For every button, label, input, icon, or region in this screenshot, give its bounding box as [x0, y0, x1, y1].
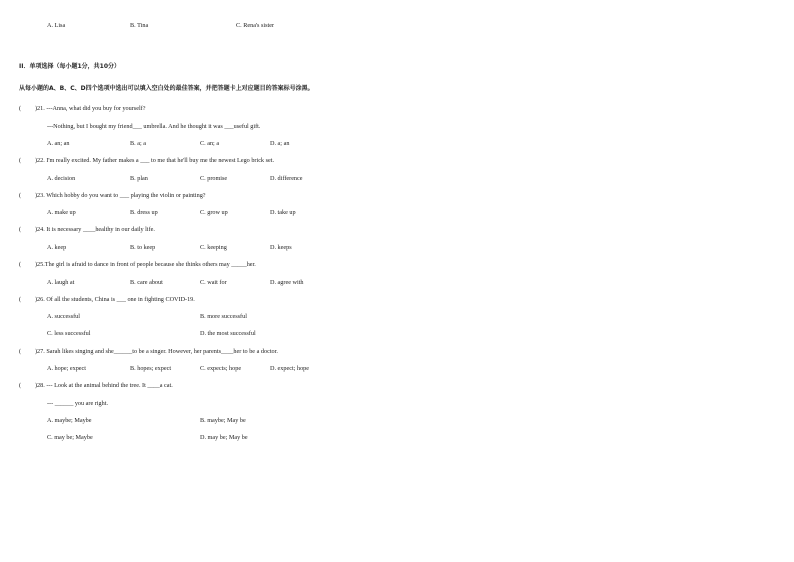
option-b: B. maybe; May be	[200, 417, 246, 424]
answer-paren: (	[19, 261, 22, 268]
option-c: C. keeping	[200, 244, 227, 251]
answer-paren: (	[19, 226, 22, 233]
question-21-options	[0, 138, 794, 150]
question-27-stem: )27. Sarah likes singing and she______to be a singer. However, her parents____her to be a doctor.	[35, 348, 278, 355]
question-26-options-row2	[0, 328, 794, 340]
option-d: D. expect; hope	[270, 365, 310, 372]
option-a: A. an; an	[47, 140, 70, 147]
option-a: A. make up	[47, 209, 76, 216]
section-instruction: 从每小题的A、B、C、D四个选项中选出可以填入空白处的最佳答案，并把答题卡上对应题目的答案标号涂黑。	[19, 85, 314, 92]
option-c: C. wait for	[200, 279, 227, 286]
prev-option-b: B. Tina	[130, 22, 149, 29]
option-a: A. keep	[47, 244, 67, 251]
question-21-stem: )21. ---Anna, what did you buy for yourself?	[35, 105, 146, 112]
prev-option-c: C. Rena's sister	[236, 22, 275, 29]
question-21-sub-row	[0, 121, 794, 133]
option-b: B. hopes; expect	[130, 365, 172, 372]
option-b: B. care about	[130, 279, 163, 286]
question-26-stem: )26. Of all the students, China is ___ one in fighting COVID-19.	[35, 296, 195, 303]
answer-paren: (	[19, 382, 22, 389]
option-d: D. agree with	[270, 279, 304, 286]
section-title: II．单项选择（每小题1分，共10分）	[19, 63, 120, 70]
question-24-stem-row	[0, 224, 794, 236]
option-d: D. the most successful	[200, 330, 256, 337]
question-22-stem: )22. I'm really excited. My father makes a ___ to me that he'll buy me the newest Lego brick set.	[35, 157, 274, 164]
question-24-stem: )24. It is necessary ____healthy in our daily life.	[35, 226, 155, 233]
question-27-options	[0, 363, 794, 375]
answer-paren: (	[19, 192, 22, 199]
option-c: C. less successful	[47, 330, 91, 337]
option-d: D. difference	[270, 175, 303, 182]
question-28-sub: --- ______ you are right.	[47, 400, 108, 407]
option-d: D. may be; May be	[200, 434, 248, 441]
option-b: B. a; a	[130, 140, 146, 147]
option-c: C. grow up	[200, 209, 228, 216]
option-a: A. maybe; Maybe	[47, 417, 92, 424]
question-22-stem-row	[0, 155, 794, 167]
answer-paren: (	[19, 296, 22, 303]
option-c: C. an; a	[200, 140, 220, 147]
question-26-stem-row	[0, 294, 794, 306]
answer-paren: (	[19, 348, 22, 355]
question-28-sub-row	[0, 398, 794, 410]
question-24-options	[0, 242, 794, 254]
section-title-row	[0, 61, 794, 73]
option-c: C. expects; hope	[200, 365, 242, 372]
option-b: B. to keep	[130, 244, 156, 251]
option-a: A. decision	[47, 175, 76, 182]
section-instruction-row	[0, 83, 794, 95]
option-a: A. laugh at	[47, 279, 75, 286]
option-b: B. plan	[130, 175, 148, 182]
option-a: A. hope; expect	[47, 365, 87, 372]
question-25-options	[0, 277, 794, 289]
option-d: D. keeps	[270, 244, 292, 251]
answer-paren: (	[19, 157, 22, 164]
option-d: D. take up	[270, 209, 296, 216]
question-28-options-row2	[0, 432, 794, 444]
question-27-stem-row	[0, 346, 794, 358]
question-25-stem-row	[0, 259, 794, 271]
option-b: B. more successful	[200, 313, 247, 320]
question-23-stem-row	[0, 190, 794, 202]
option-c: C. promise	[200, 175, 228, 182]
option-d: D. a; an	[270, 140, 290, 147]
question-22-options	[0, 173, 794, 185]
question-28-stem: )28. --- Look at the animal behind the tree. It ____a cat.	[35, 382, 173, 389]
option-a: A. successful	[47, 313, 80, 320]
question-23-options	[0, 207, 794, 219]
question-21-sub: ---Nothing, but I bought my friend___ umbrella. And he thought it was ___useful gift.	[47, 123, 261, 130]
question-26-options-row1	[0, 311, 794, 323]
question-25-stem: )25.The girl is afraid to dance in front of people because she thinks others may _____her.	[35, 261, 256, 268]
question-28-options-row1	[0, 415, 794, 427]
question-21-stem-row	[0, 103, 794, 115]
question-28-stem-row	[0, 380, 794, 392]
answer-paren: (	[19, 105, 22, 112]
question-23-stem: )23. Which hobby do you want to ___ playing the violin or painting?	[35, 192, 206, 199]
option-c: C. may be; Maybe	[47, 434, 93, 441]
prev-option-a: A. Lisa	[47, 22, 66, 29]
option-b: B. dress up	[130, 209, 158, 216]
prev-options-row	[0, 20, 794, 32]
